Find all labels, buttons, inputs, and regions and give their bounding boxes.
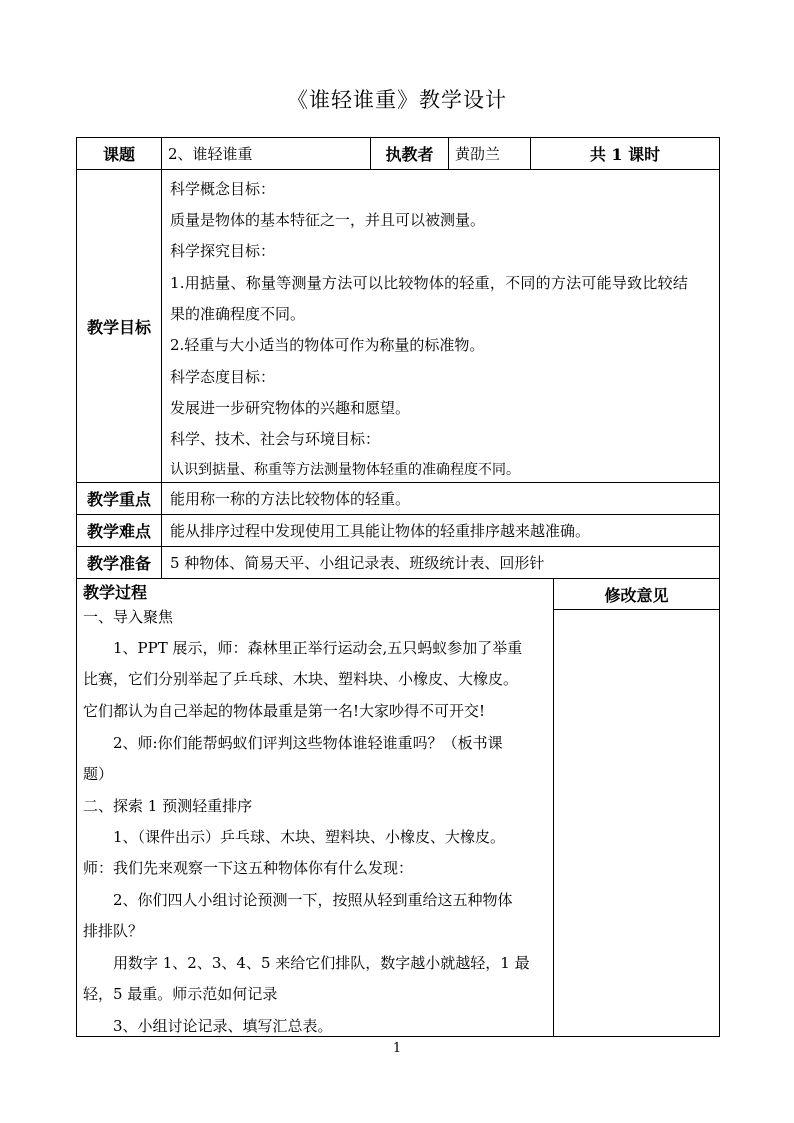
objective-line: 科学、技术、社会与环境目标：: [170, 430, 381, 448]
objective-line: 科学概念目标：: [170, 180, 276, 198]
process-line: 一、导入聚焦: [83, 608, 174, 626]
process-line: 二、探索 1 预测轻重排序: [83, 797, 253, 815]
objectives-label: 教学目标: [76, 169, 162, 483]
process-line: 师：我们先来观察一下这五种物体你有什么发现：: [83, 859, 414, 877]
process-line: 2、你们四人小组讨论预测一下，按照从轻到重给这五种物体: [113, 891, 513, 909]
objective-line: 2.轻重与大小适当的物体可作为称量的标准物。: [170, 336, 485, 354]
revision-label: 修改意见: [554, 579, 719, 610]
process-line: 2、师:你们能帮蚂蚁们评判这些物体谁轻谁重吗？（板书课: [113, 734, 503, 752]
lesson-plan-table: [76, 137, 720, 1037]
objective-line: 科学探究目标：: [170, 242, 276, 260]
difficulty-value: 能从排序过程中发现使用工具能让物体的轻重排序越来越准确。: [161, 514, 720, 547]
process-line: 3、小组讨论记录、填写汇总表。: [113, 1017, 333, 1035]
objective-line: 1.用掂量、称量等测量方法可以比较物体的轻重，不同的方法可能导致比较结: [170, 274, 689, 292]
process-line: 1、（课件出示）乒乓球、木块、塑料块、小橡皮、大橡皮。: [113, 828, 506, 846]
teacher-value: 黄劭兰: [448, 137, 531, 170]
key-point-label: 教学重点: [76, 482, 162, 515]
preparation-label: 教学准备: [76, 546, 162, 579]
objective-line: 认识到掂量、称重等方法测量物体轻重的准确程度不同。: [170, 462, 520, 478]
process-line: 它们都认为自己举起的物体最重是第一名!大家吵得不可开交!: [83, 702, 486, 720]
process-line: 轻，5 最重。师示范如何记录: [83, 985, 278, 1003]
process-line: 排排队？: [83, 922, 144, 940]
objectives-content: [161, 169, 720, 483]
difficulty-label: 教学难点: [76, 514, 162, 547]
objective-line: 科学态度目标：: [170, 368, 276, 386]
objective-line: 果的准确程度不同。: [170, 305, 306, 323]
preparation-value: 5 种物体、简易天平、小组记录表、班级统计表、回形针: [161, 546, 720, 579]
document-title: 《谁轻谁重》教学设计: [287, 88, 507, 112]
periods-value: 共 1 课时: [530, 137, 720, 170]
key-point-value: 能用称一称的方法比较物体的轻重。: [161, 482, 720, 515]
process-line: 1、PPT 展示，师：森林里正举行运动会,五只蚂蚁参加了举重: [113, 639, 523, 657]
objective-line: 质量是物体的基本特征之一，并且可以被测量。: [170, 211, 486, 229]
process-line: 题）: [83, 765, 114, 783]
topic-label: 课题: [76, 137, 162, 170]
process-content: [76, 578, 554, 1037]
process-line: 用数字 1、2、3、4、5 来给它们排队，数字越小就越轻，1 最: [113, 954, 530, 972]
teacher-label: 执教者: [370, 137, 449, 170]
process-line: 比赛，它们分别举起了乒乓球、木块、塑料块、小橡皮、大橡皮。: [83, 670, 519, 688]
page-number: 1: [392, 1041, 402, 1056]
topic-value: 2、谁轻谁重: [161, 137, 371, 170]
objective-line: 发展进一步研究物体的兴趣和愿望。: [170, 399, 411, 417]
revision-column: [553, 578, 720, 1037]
process-label: 教学过程: [83, 583, 148, 602]
